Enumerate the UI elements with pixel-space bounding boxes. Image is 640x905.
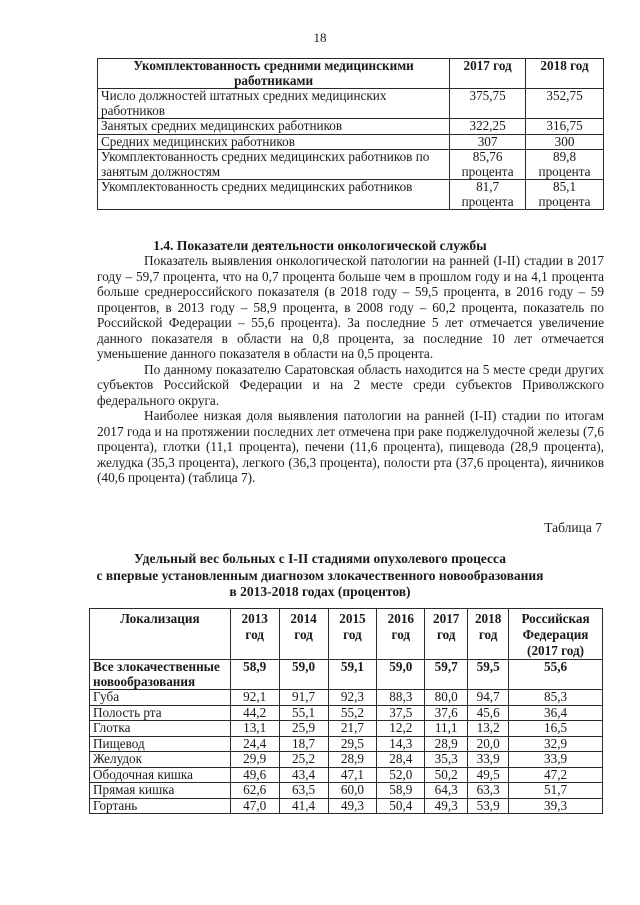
stage-cell: 47,0 xyxy=(230,798,279,814)
stage-cell: 49,3 xyxy=(425,798,468,814)
stage-cell: 20,0 xyxy=(468,736,509,752)
stage-row xyxy=(90,767,603,783)
stage-cell: 58,9 xyxy=(377,783,425,799)
stage-cell: 28,9 xyxy=(425,736,468,752)
stage-cell: 62,6 xyxy=(230,783,279,799)
paragraph: По данному показателю Саратовская область находится на 5 месте среди других субъектов Российской Федерации и на 2 месте среди субъектов Приволжского федерального округа. xyxy=(97,361,604,408)
stage-row-label: Прямая кишка xyxy=(90,783,231,799)
staffing-table xyxy=(97,58,604,210)
stage-cell: 47,2 xyxy=(509,767,603,783)
stage-cell: 49,5 xyxy=(468,767,509,783)
stage-cell: 37,6 xyxy=(425,705,468,721)
stage-header-column: 2013 год xyxy=(230,609,279,660)
stage-cell: 39,3 xyxy=(509,798,603,814)
stage-row xyxy=(90,783,603,799)
stage-cell: 88,3 xyxy=(377,690,425,706)
stage-row-label: Все злокачественные новообразования xyxy=(90,660,231,690)
staffing-value-2017: 375,75 xyxy=(450,89,526,119)
stage-cell: 59,0 xyxy=(279,660,328,690)
body-text xyxy=(97,253,604,486)
staffing-value-2018: 300 xyxy=(526,134,604,150)
stage-row xyxy=(90,690,603,706)
stage-cell: 13,2 xyxy=(468,721,509,737)
section-heading: 1.4. Показатели деятельности онкологической службы xyxy=(153,238,487,253)
stage-cell: 85,3 xyxy=(509,690,603,706)
stage-cell: 59,7 xyxy=(425,660,468,690)
stage-cell: 33,9 xyxy=(509,752,603,768)
table-title-line: с впервые установленным диагнозом злокачественного новообразования xyxy=(96,567,544,583)
stage-cell: 18,7 xyxy=(279,736,328,752)
stage-cell: 33,9 xyxy=(468,752,509,768)
stage-cell: 21,7 xyxy=(328,721,377,737)
stage-cell: 53,9 xyxy=(468,798,509,814)
stage-row xyxy=(90,660,603,690)
stage-row xyxy=(90,752,603,768)
stage-cell: 32,9 xyxy=(509,736,603,752)
stage-cell: 59,5 xyxy=(468,660,509,690)
staffing-row xyxy=(98,180,604,210)
stage-cell: 55,2 xyxy=(328,705,377,721)
staffing-row xyxy=(98,150,604,180)
staffing-value-2017: 85,76 процента xyxy=(450,150,526,180)
stage-cell: 49,3 xyxy=(328,798,377,814)
stage-cell: 55,1 xyxy=(279,705,328,721)
stage-header-column: 2016 год xyxy=(377,609,425,660)
staffing-table-body xyxy=(98,89,604,210)
stage-cell: 41,4 xyxy=(279,798,328,814)
stage-cell: 37,5 xyxy=(377,705,425,721)
stage-cell: 11,1 xyxy=(425,721,468,737)
stage-header-column: 2015 год xyxy=(328,609,377,660)
stage-row-label: Глотка xyxy=(90,721,231,737)
table-title xyxy=(0,551,640,601)
staffing-value-2018: 85,1 процента xyxy=(526,180,604,210)
stage-cell: 29,9 xyxy=(230,752,279,768)
staffing-row xyxy=(98,134,604,150)
staffing-row-label: Укомплектованность средних медицинских работников по занятым должностям xyxy=(98,150,450,180)
stage-cell: 64,3 xyxy=(425,783,468,799)
paragraph: Показатель выявления онкологической патологии на ранней (I-II) стадии в 2017 году – 59,7 процента, что на 0,7 процента больше чем в прошлом году и на 4,1 процента больше среднероссийского показателя (в 2018 году – 59,5 процента, в 2016 году – 59 процентов, в 2013 году – 58,9 процента, в 2008 году – 60,2 процента, показатель по Российской Федерации – 55,6 процента). За последние 5 лет отмечается увеличение данного показателя в области на 0,8 процента, за последние 10 лет отмечается уменьшение данного показателя в области на 0,5 процента. xyxy=(97,253,604,361)
staffing-value-2017: 81,7 процента xyxy=(450,180,526,210)
stage-cell: 92,3 xyxy=(328,690,377,706)
stage-row-label: Гортань xyxy=(90,798,231,814)
stage-cell: 35,3 xyxy=(425,752,468,768)
stage-cell: 25,9 xyxy=(279,721,328,737)
stage-cell: 59,1 xyxy=(328,660,377,690)
staffing-row xyxy=(98,119,604,135)
stage-table-body xyxy=(90,660,603,814)
paragraph: Наиболее низкая доля выявления патологии на ранней (I-II) стадии по итогам 2017 года и на протяжении последних лет отмечена при раке поджелудочной железы (7,6 процента), глотки (11,1 процента), печени (11,6 процента), пищевода (28,9 процента), желудка (35,3 процента), легкого (36,3 процента), полости рта (37,6 процента), яичников (40,6 процента) (таблица 7). xyxy=(97,408,604,485)
stage-cell: 49,6 xyxy=(230,767,279,783)
stage-cell: 25,2 xyxy=(279,752,328,768)
stage-cell: 24,4 xyxy=(230,736,279,752)
stage-row-label: Желудок xyxy=(90,752,231,768)
staffing-header-metric: Укомплектованность средними медицинскими работниками xyxy=(98,59,450,89)
staffing-row-label: Средних медицинских работников xyxy=(98,134,450,150)
stage-cell: 94,7 xyxy=(468,690,509,706)
stage-cell: 63,5 xyxy=(279,783,328,799)
stage-cell: 92,1 xyxy=(230,690,279,706)
staffing-value-2018: 352,75 xyxy=(526,89,604,119)
stage-cell: 50,2 xyxy=(425,767,468,783)
stage-cell: 51,7 xyxy=(509,783,603,799)
stage-row-label: Пищевод xyxy=(90,736,231,752)
stage-cell: 91,7 xyxy=(279,690,328,706)
staffing-row xyxy=(98,89,604,119)
stage-cell: 28,4 xyxy=(377,752,425,768)
table-title-line: в 2013-2018 годах (процентов) xyxy=(229,584,411,599)
staffing-row-label: Укомплектованность средних медицинских работников xyxy=(98,180,450,210)
staffing-header-2018: 2018 год xyxy=(526,59,604,89)
stage-header-column: Российская Федерация (2017 год) xyxy=(509,609,603,660)
stage-header-location: Локализация xyxy=(90,609,231,660)
stage-cell: 29,5 xyxy=(328,736,377,752)
stage-row-label: Полость рта xyxy=(90,705,231,721)
stage-row xyxy=(90,736,603,752)
staffing-value-2018: 89,8 процента xyxy=(526,150,604,180)
stage-cell: 63,3 xyxy=(468,783,509,799)
stage-row-label: Ободочная кишка xyxy=(90,767,231,783)
stage-table xyxy=(89,608,603,814)
page-number: 18 xyxy=(313,30,327,45)
staffing-value-2017: 322,25 xyxy=(450,119,526,135)
stage-row xyxy=(90,721,603,737)
stage-header-column: 2014 год xyxy=(279,609,328,660)
stage-cell: 50,4 xyxy=(377,798,425,814)
staffing-value-2017: 307 xyxy=(450,134,526,150)
stage-cell: 58,9 xyxy=(230,660,279,690)
staffing-row-label: Занятых средних медицинских работников xyxy=(98,119,450,135)
staffing-table-header xyxy=(98,59,604,89)
stage-cell: 55,6 xyxy=(509,660,603,690)
stage-header-column: 2018 год xyxy=(468,609,509,660)
stage-row-label: Губа xyxy=(90,690,231,706)
stage-cell: 80,0 xyxy=(425,690,468,706)
stage-row xyxy=(90,705,603,721)
stage-cell: 52,0 xyxy=(377,767,425,783)
stage-cell: 43,4 xyxy=(279,767,328,783)
table-title-line: Удельный вес больных с I-II стадиями опухолевого процесса xyxy=(134,551,506,566)
stage-cell: 59,0 xyxy=(377,660,425,690)
stage-cell: 14,3 xyxy=(377,736,425,752)
stage-cell: 28,9 xyxy=(328,752,377,768)
staffing-row-label: Число должностей штатных средних медицинских работников xyxy=(98,89,450,119)
table-caption: Таблица 7 xyxy=(544,520,602,535)
stage-cell: 12,2 xyxy=(377,721,425,737)
stage-header-column: 2017 год xyxy=(425,609,468,660)
stage-cell: 60,0 xyxy=(328,783,377,799)
stage-cell: 13,1 xyxy=(230,721,279,737)
stage-row xyxy=(90,798,603,814)
stage-cell: 44,2 xyxy=(230,705,279,721)
stage-cell: 47,1 xyxy=(328,767,377,783)
stage-cell: 16,5 xyxy=(509,721,603,737)
staffing-header-2017: 2017 год xyxy=(450,59,526,89)
stage-cell: 45,6 xyxy=(468,705,509,721)
stage-table-header xyxy=(90,609,603,660)
staffing-value-2018: 316,75 xyxy=(526,119,604,135)
stage-cell: 36,4 xyxy=(509,705,603,721)
